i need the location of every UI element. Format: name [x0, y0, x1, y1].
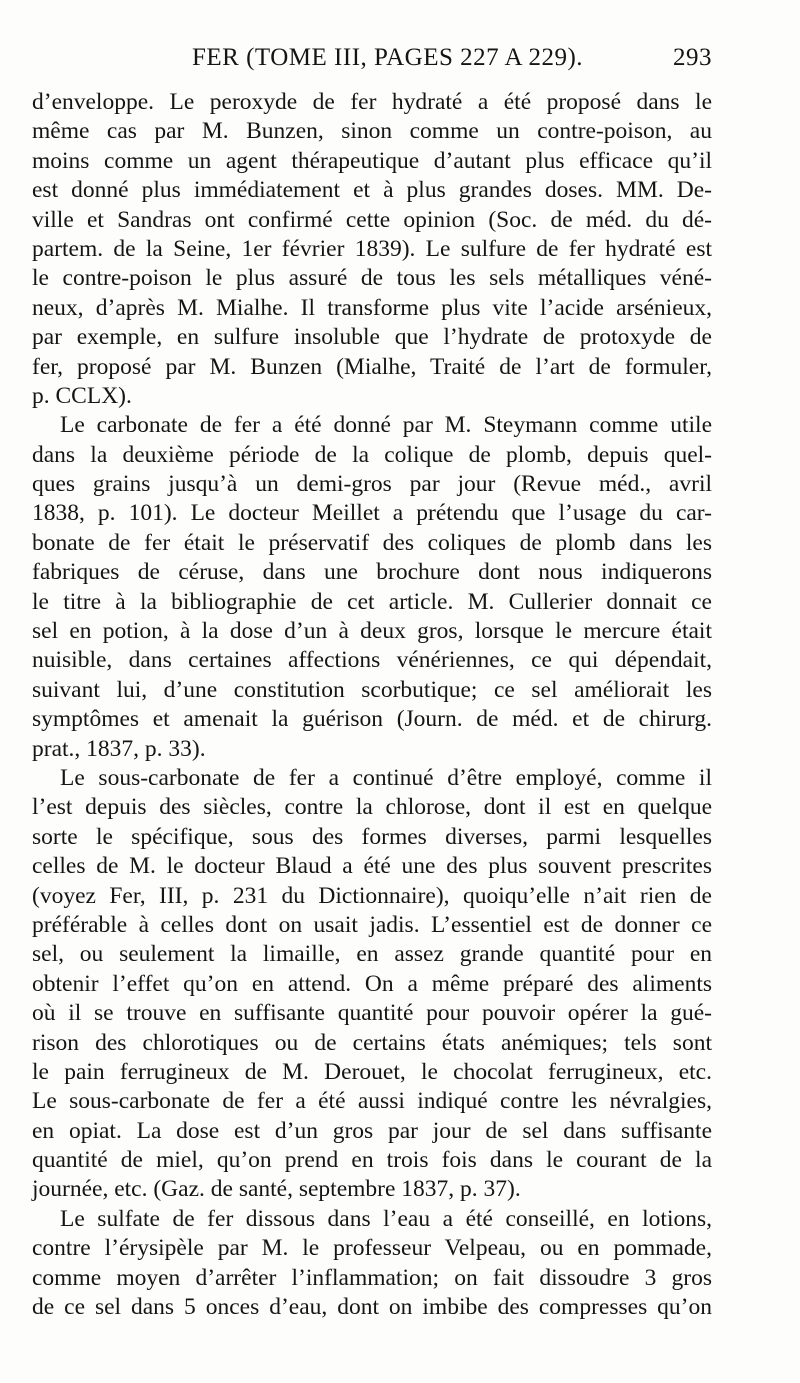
text-line: fer, proposé par M. Bunzen (Mialhe, Traité de l’art de formuler,	[32, 353, 712, 380]
text-line: le titre à la bibliographie de cet article. M. Cullerier donnait ce	[32, 588, 712, 615]
text-line: dans la deuxième période de la colique de plomb, depuis quel-	[32, 441, 712, 468]
text-line: Le sous-carbonate de fer a été aussi indiqué contre les névralgies,	[32, 1088, 712, 1115]
text-line: Le carbonate de fer a été donné par M. Steymann comme utile	[60, 412, 712, 439]
text-line: sel en potion, à la dose d’un à deux gros, lorsque le mercure était	[32, 618, 712, 645]
text-line: en opiat. La dose est d’un gros par jour de sel dans suffisante	[32, 1117, 712, 1144]
text-line: celles de M. le docteur Blaud a été une des plus souvent prescrites	[32, 853, 712, 880]
running-title: FER (TOME III, PAGES 227 A 229).	[192, 44, 584, 71]
text-line: suivant lui, d’une constitution scorbutique; ce sel améliorait les	[32, 676, 712, 703]
text-line: par exemple, en sulfure insoluble que l’hydrate de protoxyde de	[32, 324, 712, 351]
text-line: obtenir l’effet qu’on en attend. On a même préparé des aliments	[32, 970, 712, 997]
text-line: le pain ferrugineux de M. Derouet, le chocolat ferrugineux, etc.	[32, 1058, 712, 1085]
text-line: comme moyen d’arrêter l’inflammation; on fait dissoudre 3 gros	[32, 1264, 712, 1291]
text-line: l’est depuis des siècles, contre la chlorose, dont il est en quelque	[32, 794, 712, 821]
text-line: rison des chlorotiques ou de certains états anémiques; tels sont	[32, 1029, 712, 1056]
text-line: prat., 1837, p. 33).	[32, 735, 206, 762]
text-line: partem. de la Seine, 1er février 1839). Le sulfure de fer hydraté est	[32, 235, 712, 262]
text-line: symptômes et amenait la guérison (Journ. de méd. et de chirurg.	[32, 706, 712, 733]
text-line: même cas par M. Bunzen, sinon comme un contre-poison, au	[32, 118, 712, 145]
body-text	[32, 88, 712, 1322]
text-line: est donné plus immédiatement et à plus grandes doses. MM. De-	[32, 177, 712, 204]
text-line: 1838, p. 101). Le docteur Meillet a prétendu que l’usage du car-	[32, 500, 712, 527]
text-line: p. CCLX).	[32, 382, 132, 409]
text-line: neux, d’après M. Mialhe. Il transforme plus vite l’acide arsénieux,	[32, 294, 712, 321]
text-line: sel, ou seulement la limaille, en assez grande quantité pour en	[32, 941, 712, 968]
text-line: de ce sel dans 5 onces d’eau, dont on imbibe des compresses qu’on	[32, 1294, 712, 1321]
text-line: sorte le spécifique, sous des formes diverses, parmi lesquelles	[32, 823, 712, 850]
text-line: fabriques de céruse, dans une brochure dont nous indiquerons	[32, 559, 712, 586]
text-line: quantité de miel, qu’on prend en trois fois dans le courant de la	[32, 1147, 712, 1174]
text-line: bonate de fer était le préservatif des coliques de plomb dans les	[32, 529, 712, 556]
text-line: Le sulfate de fer dissous dans l’eau a été conseillé, en lotions,	[60, 1205, 712, 1232]
text-line: moins comme un agent thérapeutique d’autant plus efficace qu’il	[32, 147, 712, 174]
text-line: d’enveloppe. Le peroxyde de fer hydraté a été proposé dans le	[32, 89, 712, 115]
page-header	[32, 44, 712, 78]
text-line: contre l’érysipèle par M. le professeur Velpeau, ou en pommade,	[32, 1235, 712, 1262]
text-line: journée, etc. (Gaz. de santé, septembre 1837, p. 37).	[32, 1176, 521, 1203]
text-line: nuisible, dans certaines affections vénériennes, ce qui dépendait,	[32, 647, 712, 674]
text-line: (voyez Fer, III, p. 231 du Dictionnaire), quoiqu’elle n’ait rien de	[32, 882, 712, 909]
text-line: préférable à celles dont on usait jadis. L’essentiel est de donner ce	[32, 911, 712, 938]
text-line: ville et Sandras ont confirmé cette opinion (Soc. de méd. du dé-	[32, 206, 712, 233]
text-line: où il se trouve en suffisante quantité pour pouvoir opérer la gué-	[32, 1000, 712, 1027]
text-line: Le sous-carbonate de fer a continué d’être employé, comme il	[60, 764, 712, 791]
text-line: ques grains jusqu’à un demi-gros par jour (Revue méd., avril	[32, 471, 712, 498]
page-number: 293	[673, 44, 712, 71]
text-line: le contre-poison le plus assuré de tous les sels métalliques véné-	[32, 265, 712, 292]
